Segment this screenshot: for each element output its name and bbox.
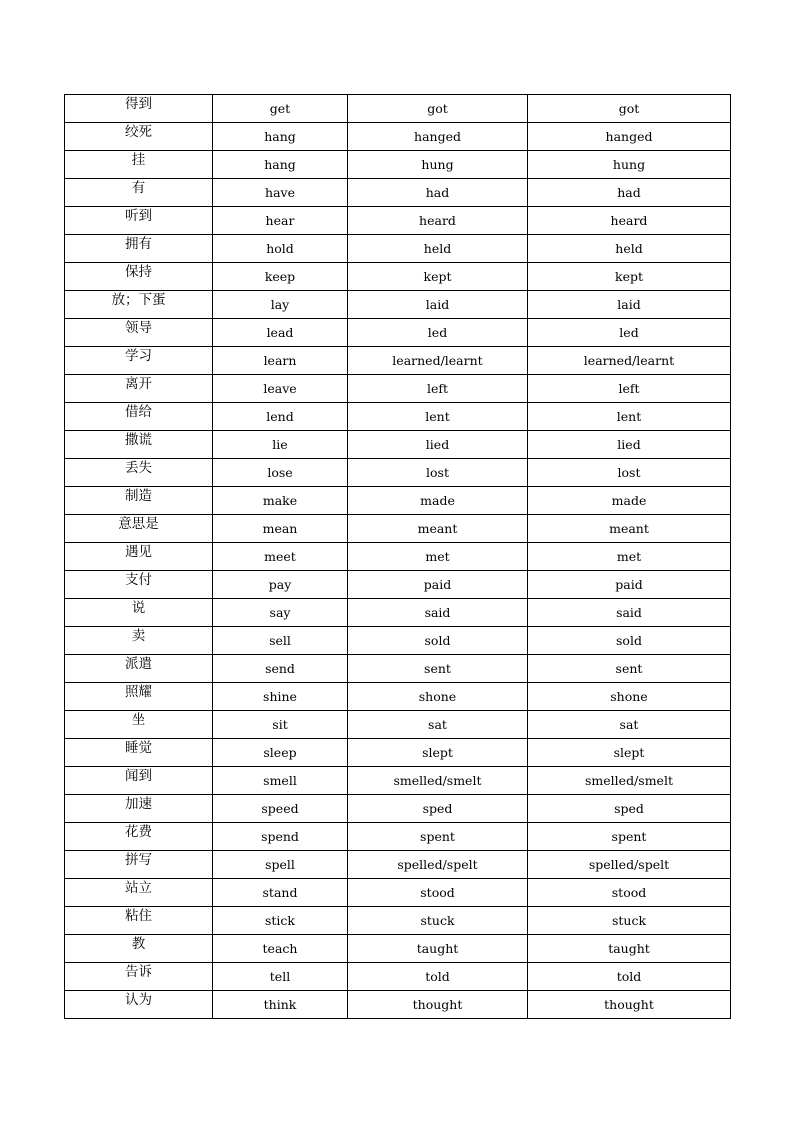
past-participle-cell: hung [528,151,731,179]
past-participle-cell: sped [528,795,731,823]
table-row [65,627,731,655]
past-tense-cell: smelled/smelt [348,767,528,795]
base-form-cell: meet [213,543,348,571]
base-form-cell: learn [213,347,348,375]
past-participle-cell: meant [528,515,731,543]
meaning-cell: 借给 [65,403,213,431]
table-row [65,179,731,207]
meaning-cell: 坐 [65,711,213,739]
past-participle-cell: heard [528,207,731,235]
past-tense-cell: made [348,487,528,515]
base-form-cell: lose [213,459,348,487]
past-tense-cell: stood [348,879,528,907]
past-participle-cell: spent [528,823,731,851]
base-form-cell: think [213,991,348,1019]
table-row [65,823,731,851]
base-form-cell: have [213,179,348,207]
table-row [65,935,731,963]
past-tense-cell: led [348,319,528,347]
table-row [65,795,731,823]
base-form-cell: stick [213,907,348,935]
past-tense-cell: told [348,963,528,991]
table-row [65,319,731,347]
meaning-cell: 放；下蛋 [65,291,213,319]
table-row [65,655,731,683]
meaning-cell: 离开 [65,375,213,403]
verb-table-body [65,95,731,1019]
meaning-cell: 得到 [65,95,213,123]
table-row [65,403,731,431]
table-row [65,151,731,179]
meaning-cell: 保持 [65,263,213,291]
table-row [65,543,731,571]
past-tense-cell: had [348,179,528,207]
past-participle-cell: had [528,179,731,207]
base-form-cell: tell [213,963,348,991]
base-form-cell: say [213,599,348,627]
past-participle-cell: lost [528,459,731,487]
past-tense-cell: hung [348,151,528,179]
past-participle-cell: laid [528,291,731,319]
past-participle-cell: said [528,599,731,627]
table-row [65,123,731,151]
past-participle-cell: thought [528,991,731,1019]
past-tense-cell: spelled/spelt [348,851,528,879]
table-row [65,711,731,739]
past-participle-cell: told [528,963,731,991]
table-row [65,431,731,459]
past-participle-cell: smelled/smelt [528,767,731,795]
past-participle-cell: made [528,487,731,515]
past-participle-cell: left [528,375,731,403]
base-form-cell: send [213,655,348,683]
table-row [65,851,731,879]
past-participle-cell: stuck [528,907,731,935]
table-row [65,347,731,375]
meaning-cell: 照耀 [65,683,213,711]
table-row [65,599,731,627]
base-form-cell: mean [213,515,348,543]
table-row [65,991,731,1019]
past-participle-cell: learned/learnt [528,347,731,375]
past-tense-cell: thought [348,991,528,1019]
base-form-cell: hold [213,235,348,263]
past-participle-cell: kept [528,263,731,291]
past-tense-cell: heard [348,207,528,235]
past-tense-cell: kept [348,263,528,291]
base-form-cell: stand [213,879,348,907]
base-form-cell: sit [213,711,348,739]
meaning-cell: 丢失 [65,459,213,487]
past-participle-cell: spelled/spelt [528,851,731,879]
table-row [65,683,731,711]
meaning-cell: 学习 [65,347,213,375]
base-form-cell: lead [213,319,348,347]
meaning-cell: 撒谎 [65,431,213,459]
base-form-cell: lie [213,431,348,459]
past-tense-cell: met [348,543,528,571]
table-row [65,767,731,795]
meaning-cell: 认为 [65,991,213,1019]
meaning-cell: 站立 [65,879,213,907]
meaning-cell: 睡觉 [65,739,213,767]
meaning-cell: 花费 [65,823,213,851]
base-form-cell: spell [213,851,348,879]
table-row [65,291,731,319]
table-row [65,907,731,935]
base-form-cell: teach [213,935,348,963]
base-form-cell: make [213,487,348,515]
meaning-cell: 拥有 [65,235,213,263]
base-form-cell: smell [213,767,348,795]
past-participle-cell: sold [528,627,731,655]
table-row [65,515,731,543]
past-participle-cell: slept [528,739,731,767]
past-tense-cell: said [348,599,528,627]
past-participle-cell: got [528,95,731,123]
meaning-cell: 加速 [65,795,213,823]
past-participle-cell: taught [528,935,731,963]
base-form-cell: lend [213,403,348,431]
past-tense-cell: laid [348,291,528,319]
past-participle-cell: met [528,543,731,571]
past-tense-cell: left [348,375,528,403]
base-form-cell: lay [213,291,348,319]
base-form-cell: hang [213,151,348,179]
past-tense-cell: paid [348,571,528,599]
table-row [65,739,731,767]
past-tense-cell: spent [348,823,528,851]
meaning-cell: 派遣 [65,655,213,683]
past-participle-cell: paid [528,571,731,599]
past-tense-cell: stuck [348,907,528,935]
base-form-cell: sell [213,627,348,655]
table-row [65,879,731,907]
past-participle-cell: sat [528,711,731,739]
meaning-cell: 告诉 [65,963,213,991]
meaning-cell: 拼写 [65,851,213,879]
past-tense-cell: sped [348,795,528,823]
meaning-cell: 闻到 [65,767,213,795]
past-tense-cell: lent [348,403,528,431]
past-tense-cell: learned/learnt [348,347,528,375]
verb-forms-table [64,94,731,1019]
past-tense-cell: lied [348,431,528,459]
meaning-cell: 意思是 [65,515,213,543]
base-form-cell: hear [213,207,348,235]
table-row [65,235,731,263]
past-tense-cell: slept [348,739,528,767]
meaning-cell: 支付 [65,571,213,599]
table-row [65,487,731,515]
base-form-cell: leave [213,375,348,403]
table-row [65,963,731,991]
meaning-cell: 听到 [65,207,213,235]
past-participle-cell: stood [528,879,731,907]
meaning-cell: 教 [65,935,213,963]
base-form-cell: shine [213,683,348,711]
table-row [65,95,731,123]
past-participle-cell: hanged [528,123,731,151]
past-tense-cell: got [348,95,528,123]
table-row [65,207,731,235]
table-row [65,571,731,599]
past-tense-cell: sold [348,627,528,655]
meaning-cell: 挂 [65,151,213,179]
table-row [65,375,731,403]
meaning-cell: 粘住 [65,907,213,935]
meaning-cell: 绞死 [65,123,213,151]
meaning-cell: 有 [65,179,213,207]
past-participle-cell: held [528,235,731,263]
meaning-cell: 卖 [65,627,213,655]
past-tense-cell: sent [348,655,528,683]
base-form-cell: pay [213,571,348,599]
base-form-cell: speed [213,795,348,823]
past-participle-cell: led [528,319,731,347]
base-form-cell: hang [213,123,348,151]
meaning-cell: 领导 [65,319,213,347]
table-row [65,459,731,487]
meaning-cell: 制造 [65,487,213,515]
past-tense-cell: meant [348,515,528,543]
past-tense-cell: hanged [348,123,528,151]
base-form-cell: get [213,95,348,123]
past-participle-cell: sent [528,655,731,683]
past-tense-cell: shone [348,683,528,711]
base-form-cell: spend [213,823,348,851]
past-participle-cell: shone [528,683,731,711]
base-form-cell: keep [213,263,348,291]
past-participle-cell: lied [528,431,731,459]
base-form-cell: sleep [213,739,348,767]
meaning-cell: 说 [65,599,213,627]
past-tense-cell: held [348,235,528,263]
meaning-cell: 遇见 [65,543,213,571]
past-participle-cell: lent [528,403,731,431]
past-tense-cell: lost [348,459,528,487]
table-row [65,263,731,291]
past-tense-cell: sat [348,711,528,739]
past-tense-cell: taught [348,935,528,963]
